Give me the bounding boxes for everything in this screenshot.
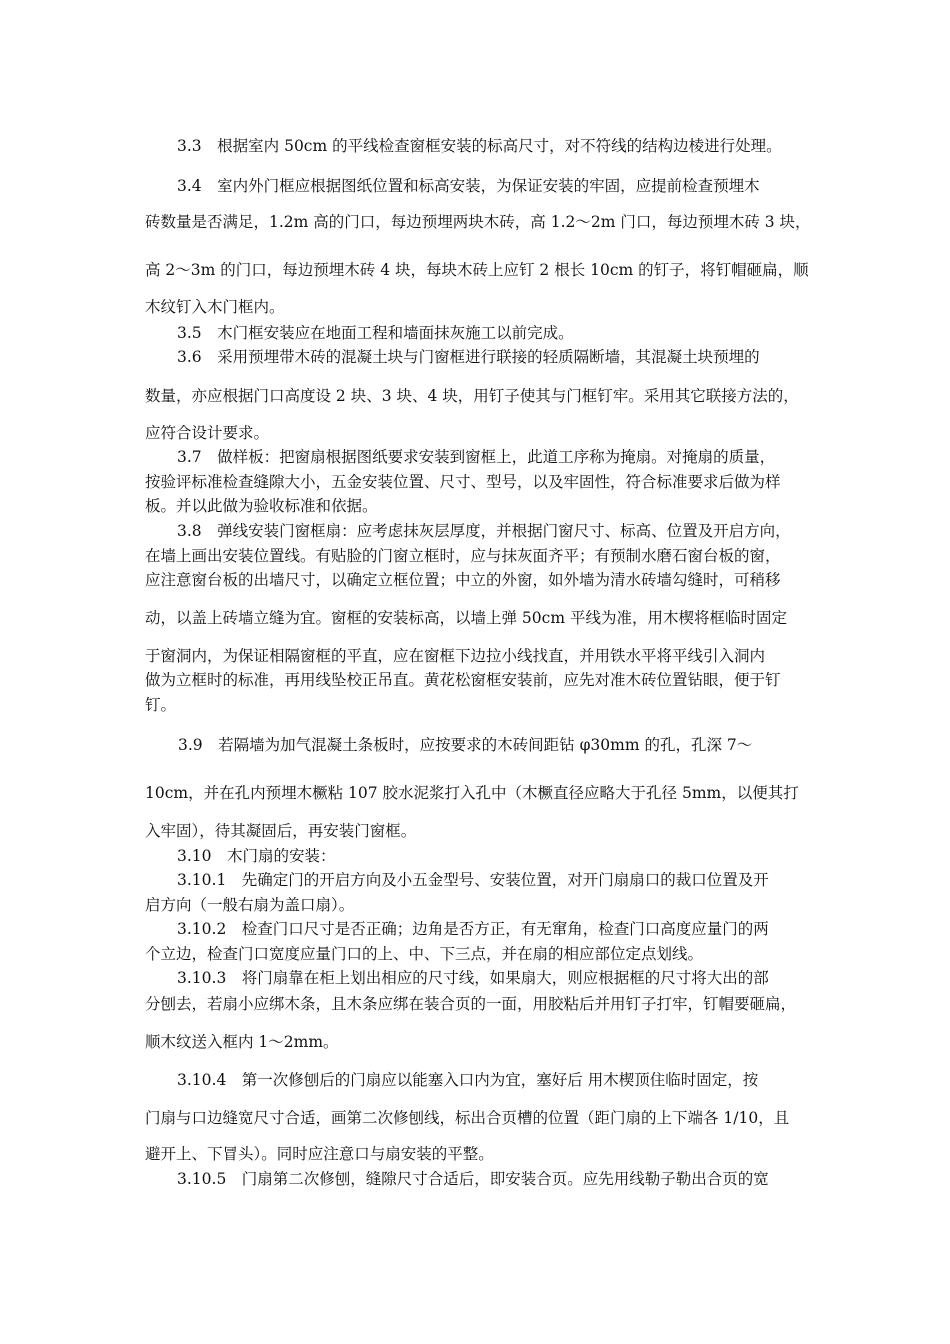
text-line: 数量，亦应根据门口高度设 2 块、3 块、4 块，用钉子使其与门框钉牢。采用其它联接方法的，	[145, 387, 799, 405]
text-line: 入牢固），待其凝固后，再安装门窗框。	[145, 822, 417, 840]
line-3-9: 3.9 若隔墙为加气混凝土条板时，应按要求的木砖间距钻 φ30mm 的孔，孔深 7～	[178, 736, 753, 754]
text-line: 钉。	[145, 696, 177, 714]
text-line: 木纹钉入木门框内。	[145, 298, 285, 316]
line-3-7: 3.7 做样板：把窗扇根据图纸要求安装到窗框上，此道工序称为掩扇。对掩扇的质量，	[177, 448, 776, 466]
text-line: 砖数量是否满足，1.2m 高的门口，每边预埋两块木砖，高 1.2～2m 门口，每边预埋木砖 3 块，	[145, 213, 811, 231]
text-line: 门扇与口边缝宽尺寸合适，画第二次修刨线，标出合页槽的位置（距门扇的上下端各 1/10，且	[145, 1109, 790, 1127]
text-line: 动，以盖上砖墙立缝为宜。窗框的安装标高，以墙上弹 50cm 平线为准，用木楔将框临时固定	[145, 609, 787, 627]
text-line: 于窗洞内，为保证相隔窗框的平直，应在窗框下边拉小线找直，并用铁水平将平线引入洞内	[145, 647, 766, 665]
text-line: 高 2～3m 的门口，每边预埋木砖 4 块，每块木砖上应钉 2 根长 10cm 的钉子，将钉帽砸扁，顺	[145, 261, 809, 279]
text-line: 在墙上画出安装位置线。有贴脸的门窗立框时，应与抹灰面齐平；有预制水磨石窗台板的窗，	[145, 547, 781, 565]
line-3-10-2: 3.10.2 检查门口尺寸是否正确；边角是否方正，有无窜角，检查门口高度应量门的两	[177, 920, 769, 938]
text-line: 避开上、下冒头）。同时应注意口与扇安装的平整。	[145, 1145, 494, 1163]
line-3-6: 3.6 采用预埋带木砖的混凝土块与门窗框进行联接的轻质隔断墙，其混凝土块预埋的	[177, 348, 760, 366]
text-line: 应符合设计要求。	[145, 424, 270, 442]
line-3-4: 3.4 室内外门框应根据图纸位置和标高安装，为保证安装的牢固，应提前检查预埋木	[177, 177, 760, 195]
text-line: 按验评标准检查缝隙大小，五金安装位置、尺寸、型号，以及牢固性，符合标准要求后做为样	[145, 473, 781, 491]
text-line: 启方向（一般右扇为盖口扇）。	[145, 896, 355, 914]
text-line: 10cm，并在孔内预埋木橛粘 107 胶水泥浆打入孔中（木橛直径应略大于孔径 5mm，以便其打	[145, 784, 799, 802]
text-line: 顺木纹送入框内 1～2mm。	[145, 1033, 339, 1051]
line-3-10-5: 3.10.5 门扇第二次修刨，缝隙尺寸合适后，即安装合页。应先用线勒子勒出合页的宽	[177, 1170, 769, 1188]
text-line: 个立边，检查门口宽度应量门口的上、中、下三点，并在扇的相应部位定点划线。	[145, 945, 704, 963]
line-3-8: 3.8 弹线安装门窗框扇：应考虑抹灰层厚度，并根据门窗尺寸、标高、位置及开启方向，	[177, 522, 791, 540]
line-3-3: 3.3 根据室内 50cm 的平线检查窗框安装的标高尺寸，对不符线的结构边棱进行处理。	[177, 137, 782, 155]
text-line: 板。并以此做为验收标准和依据。	[145, 497, 378, 515]
line-3-10-1: 3.10.1 先确定门的开启方向及小五金型号、安装位置，对开门扇扇口的裁口位置及开	[177, 871, 769, 889]
text-line: 分刨去，若扇小应绑木条，且木条应绑在装合页的一面，用胶粘后并用钉子打牢，钉帽要砸扁，	[145, 995, 797, 1013]
line-3-10: 3.10 木门扇的安装：	[177, 847, 336, 865]
text-line: 应注意窗台板的出墙尺寸，以确定立框位置；中立的外窗，如外墙为清水砖墙勾缝时，可稍移	[145, 571, 781, 589]
text-line: 做为立框时的标准，再用线坠校正吊直。黄花松窗框安装前，应先对准木砖位置钻眼，便于钉	[145, 671, 781, 689]
line-3-10-4: 3.10.4 第一次修刨后的门扇应以能塞入口内为宜，塞好后 用木楔顶住临时固定，按	[177, 1071, 759, 1089]
line-3-10-3: 3.10.3 将门扇靠在柜上划出相应的尺寸线，如果扇大，则应根据框的尺寸将大出的部	[177, 969, 769, 987]
line-3-5: 3.5 木门框安装应在地面工程和墙面抹灰施工以前完成。	[177, 324, 574, 342]
